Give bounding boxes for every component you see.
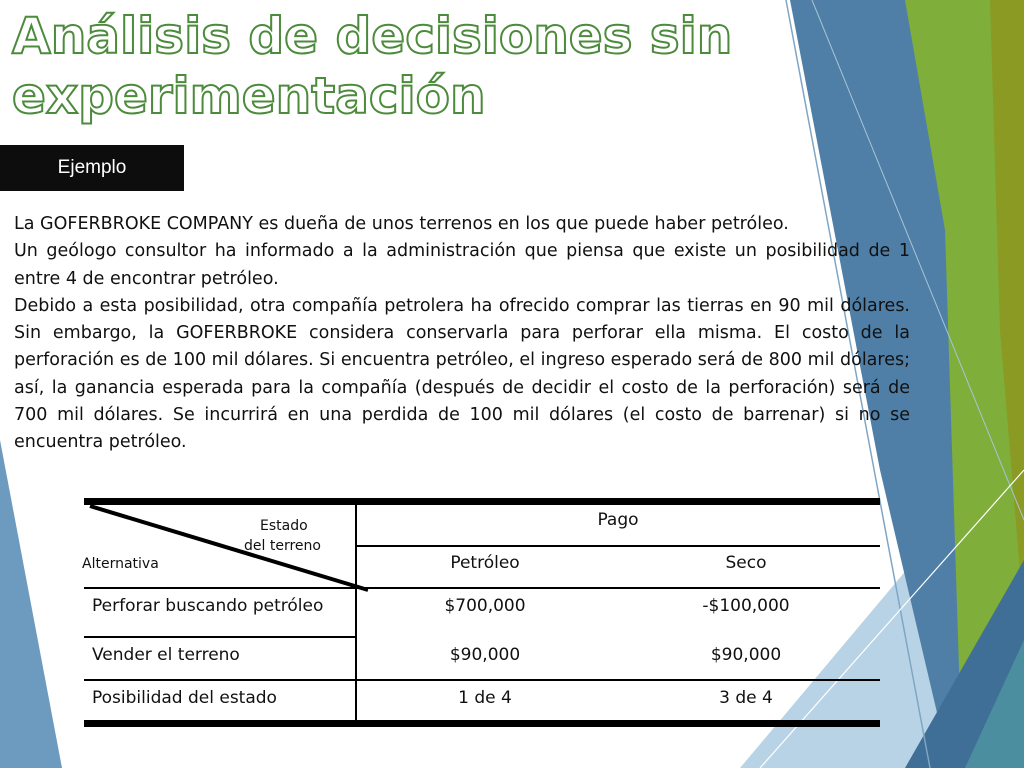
row-label-posibilidad: Posibilidad del estado	[92, 688, 277, 708]
corner-diagonal	[84, 498, 384, 598]
corner-state-label: Estado	[260, 518, 308, 534]
corner-alternative-label: Alternativa	[82, 556, 159, 572]
paragraph-2: Un geólogo consultor ha informado a la administración que piensa que existe un posibilidad de 1 entre 4 de encontrar petróleo.	[14, 241, 910, 289]
cell-posibilidad-petroleo: 1 de 4	[458, 688, 512, 708]
paragraph-1: La GOFERBROKE COMPANY es dueña de unos terrenos en los que puede haber petróleo.	[14, 214, 789, 234]
cell-vender-seco: $90,000	[710, 645, 782, 665]
left-blue-triangle	[0, 440, 62, 768]
row-divider-2	[84, 679, 880, 681]
corner-state-label-2: del terreno	[244, 538, 321, 554]
group-header-pago: Pago	[597, 510, 639, 530]
cell-perforar-petroleo: $700,000	[444, 596, 526, 616]
header-divider	[355, 545, 880, 547]
example-tab: Ejemplo	[0, 145, 184, 191]
table-bottom-border	[84, 720, 880, 727]
body-text	[14, 211, 910, 457]
cell-vender-petroleo: $90,000	[449, 645, 521, 665]
row-label-vender: Vender el terreno	[92, 645, 240, 665]
cell-posibilidad-seco: 3 de 4	[719, 688, 773, 708]
slide-title: Análisis de decisiones sin experimentación	[12, 7, 733, 125]
payoff-table	[84, 498, 880, 728]
column-header-seco: Seco	[725, 553, 767, 573]
cell-perforar-seco: -$100,000	[702, 596, 790, 616]
row-label-perforar: Perforar buscando petróleo	[92, 596, 324, 616]
column-header-petroleo: Petróleo	[450, 553, 520, 573]
paragraph-3: Debido a esta posibilidad, otra compañía petrolera ha ofrecido comprar las tierras en 90 mil dólares. Sin embargo, la GOFERBROKE considera conservarla para perforar ella misma. El costo de la perforación es de 100 mil dólares. Si encuentra petróleo, el ingreso esperado será de 800 mil dólares; así, la ganancia esperada para la compañía (después de decidir el costo de la perforación) será de 700 mil dólares. Se incurrirá en una perdida de 100 mil dólares (el costo de barrenar) si no se encuentra petróleo.	[14, 295, 910, 453]
row-divider-1	[84, 636, 357, 638]
